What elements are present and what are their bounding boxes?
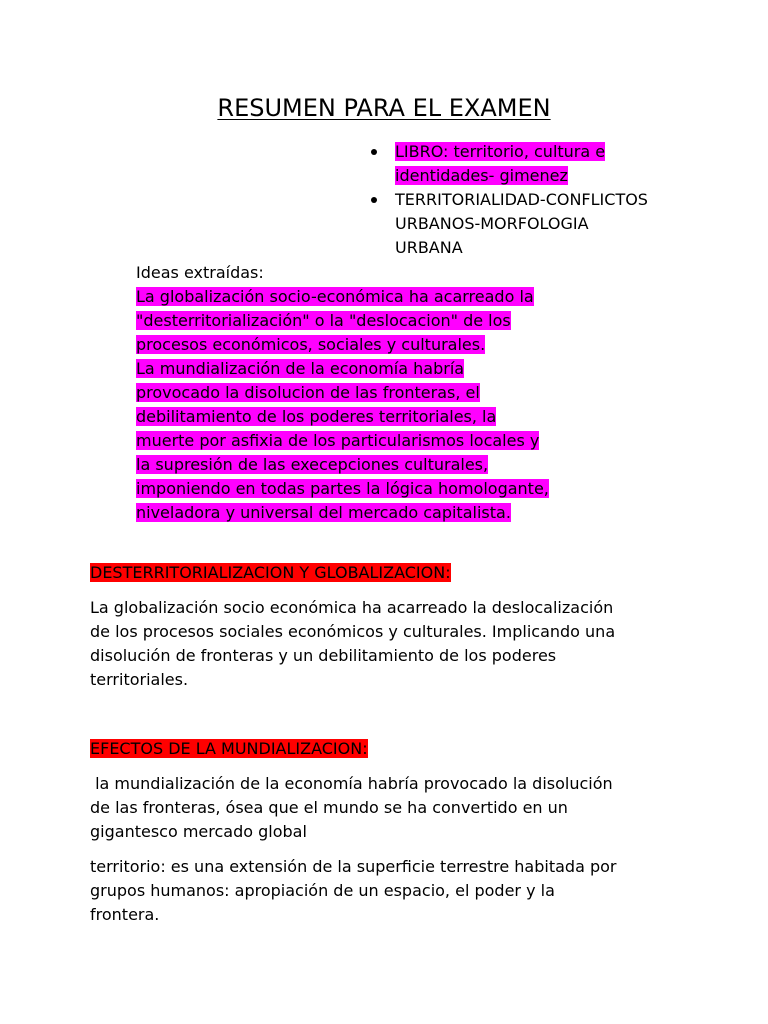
section-paragraph-desterritorializacion xyxy=(90,596,650,692)
paragraph-line: territoriales. xyxy=(90,670,189,689)
bullet-list xyxy=(368,140,688,260)
ideas-line: La globalización socio-económica ha acarreado la xyxy=(136,287,534,306)
section-heading-desterritorializacion-text: DESTERRITORIALIZACION Y GLOBALIZACION: xyxy=(90,563,451,582)
paragraph-line: La globalización socio económica ha acarreado la deslocalización xyxy=(90,598,614,617)
ideas-line: debilitamiento de los poderes territoriales, la xyxy=(136,407,497,426)
ideas-line: imponiendo en todas partes la lógica homologante, xyxy=(136,479,549,498)
ideas-block xyxy=(136,261,606,525)
bullet-dot-icon xyxy=(371,149,377,155)
bullet-territorialidad-line-1: TERRITORIALIDAD-CONFLICTOS xyxy=(395,190,648,209)
ideas-line: muerte por asfixia de los particularismos locales y xyxy=(136,431,540,450)
paragraph-line: disolución de fronteras y un debilitamiento de los poderes xyxy=(90,646,557,665)
ideas-line: la supresión de las execepciones culturales, xyxy=(136,455,489,474)
ideas-line: procesos económicos, sociales y culturales. xyxy=(136,335,486,354)
section-heading-efectos xyxy=(90,737,368,761)
bullet-item-territorialidad xyxy=(368,188,688,260)
bullet-item-libro xyxy=(368,140,688,188)
section-heading-desterritorializacion xyxy=(90,561,451,585)
bullet-libro-line-2: identidades- gimenez xyxy=(395,166,568,185)
page-title-text: RESUMEN PARA EL EXAMEN xyxy=(217,94,551,122)
ideas-label: Ideas extraídas: xyxy=(136,263,264,282)
ideas-line: "desterritorialización" o la "deslocacion" de los xyxy=(136,311,511,330)
paragraph-line: gigantesco mercado global xyxy=(90,822,307,841)
bullet-territorialidad-line-2: URBANOS-MORFOLOGIA xyxy=(395,214,589,233)
paragraph-line: de los procesos sociales económicos y culturales. Implicando una xyxy=(90,622,616,641)
paragraph-line: de las fronteras, ósea que el mundo se ha convertido en un xyxy=(90,798,568,817)
paragraph-line: territorio: es una extensión de la superficie terrestre habitada por xyxy=(90,857,617,876)
section-paragraph-efectos xyxy=(90,772,650,844)
paragraph-line: grupos humanos: apropiación de un espacio, el poder y la xyxy=(90,881,555,900)
paragraph-line: frontera. xyxy=(90,905,160,924)
page-title xyxy=(0,90,768,126)
definition-paragraph xyxy=(90,855,650,927)
ideas-line: La mundialización de la economía habría xyxy=(136,359,465,378)
bullet-libro-line-1: LIBRO: territorio, cultura e xyxy=(395,142,606,161)
section-heading-efectos-text: EFECTOS DE LA MUNDIALIZACION: xyxy=(90,739,368,758)
ideas-line: provocado la disolucion de las fronteras, el xyxy=(136,383,480,402)
bullet-territorialidad-line-3: URBANA xyxy=(395,238,463,257)
bullet-dot-icon xyxy=(371,197,377,203)
ideas-line: niveladora y universal del mercado capitalista. xyxy=(136,503,511,522)
paragraph-line: la mundialización de la economía habría provocado la disolución xyxy=(90,774,613,793)
